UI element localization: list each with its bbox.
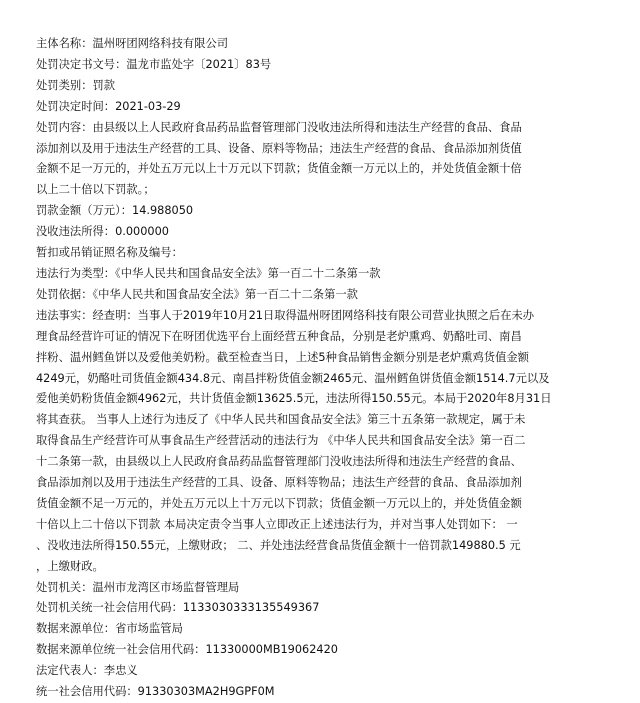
penalty-type: 处罚类别：罚款 xyxy=(36,78,116,92)
content-line: 金额不足一万元的，并处五万元以上十万元以下罚款；货值金额一万元以上的，并处货值金额十倍 xyxy=(36,162,522,176)
facts-line: 拌粉、温州鳕鱼饼以及爱他美奶粉。截至检查当日，上述5种食品销售金额分别是老炉熏鸡货值金额 xyxy=(36,350,529,364)
facts-line: 理食品经营许可证的情况下在呀团优选平台上面经营五种食品，分别是老炉熏鸡、奶酪吐司、南昌 xyxy=(36,329,522,343)
content-line: 以上二十倍以下罚款。； xyxy=(36,183,155,197)
decision-number: 处罚决定书文号：温龙市监处字〔2021〕83号 xyxy=(36,57,272,71)
authority-credit-code: 处罚机关统一社会信用代码：11330303331355493​67 xyxy=(36,601,320,615)
content-line: 添加剂以及用于违法生产经营的工具、设备、原料等物品；违法生产经营的食品、食品添加剂货值 xyxy=(36,141,522,155)
penalty-content xyxy=(36,118,602,202)
facts-line: 十二条第一款，由县级以上人民政府食品药品监督管理部门没收违法所得和违法生产经营的食品、 xyxy=(36,455,522,469)
facts-line: ，上缴财政。 xyxy=(36,559,104,573)
data-source: 数据来源单位：省市场监管局 xyxy=(36,622,183,636)
legal-representative: 法定代表人：李忠义 xyxy=(36,664,138,678)
facts-line: 十倍以上二十倍以下罚款 本局决定责令当事人立即改正上述违法行为，并对当事人处罚如下： 一 xyxy=(36,517,518,531)
facts-line: 将其查获。 当事人上述行为违反了《中华人民共和国食品安全法》第三十五条第一款规定，属于未 xyxy=(36,413,526,427)
confiscation-amount: 没收违法所得：0.000000 xyxy=(36,225,169,239)
penalty-authority: 处罚机关：温州市龙湾区市场监督管理局 xyxy=(36,580,240,594)
subject-name: 主体名称：温州呀团网络科技有限公司 xyxy=(36,37,229,50)
penalty-record xyxy=(36,34,602,703)
facts-line: 爱他美奶粉货值金额4962元，共计货值金额13625.5元，违法所得150.55元。本局于2020年8月31日 xyxy=(36,392,552,406)
decision-date: 处罚决定时间：2021-03-29 xyxy=(36,99,181,113)
facts-line: 、没收违法所得150.55元，上缴财政； 二、并处违法经营食品货值金额十一倍罚款149880.5 元 xyxy=(36,538,521,552)
violation-type: 违法行为类型：《中华人民共和国食品安全法》第一百二十二条第一款 xyxy=(36,266,381,280)
credit-code: 统一社会信用代码：91330303MA2H9GPF0M xyxy=(36,685,275,699)
fine-amount: 罚款金额（万元）：14.988050 xyxy=(36,204,194,218)
content-line: 处罚内容：由县级以上人民政府食品药品监督管理部门没收违法所得和违法生产经营的食品、食品 xyxy=(36,120,522,134)
facts-line: 违法事实：经查明：当事人于2019年10月21日取得温州呀团网络科技有限公司营业执照之后在未办 xyxy=(36,308,535,322)
penalty-basis: 处罚依据：《中华人民共和国食品安全法》第一百二十二条第一款 xyxy=(36,287,358,301)
facts-line: 4249元，奶酪吐司货值金额434.8元、南昌拌粉货值金额2465元、温州鳕鱼饼货值金额1514.7元以及 xyxy=(36,371,550,385)
violation-facts xyxy=(36,306,602,578)
facts-line: 货值金额不足一万元的，并处五万元以上十万元以下罚款；货值金额一万元以上的，并处货值金额 xyxy=(36,496,522,510)
facts-line: 食品添加剂以及用于违法生产经营的工具、设备、原料等物品；违法生产经营的食品、食品添加剂 xyxy=(36,476,522,490)
source-credit-code: 数据来源单位统一社会信用代码：11330000MB19062420 xyxy=(36,643,338,657)
facts-line: 取得食品生产经营许可从事食品生产经营活动的违法行为 《中华人民共和国食品安全法》第一百二 xyxy=(36,434,526,448)
license-suspension: 暂扣或吊销证照名称及编号： xyxy=(36,246,183,260)
